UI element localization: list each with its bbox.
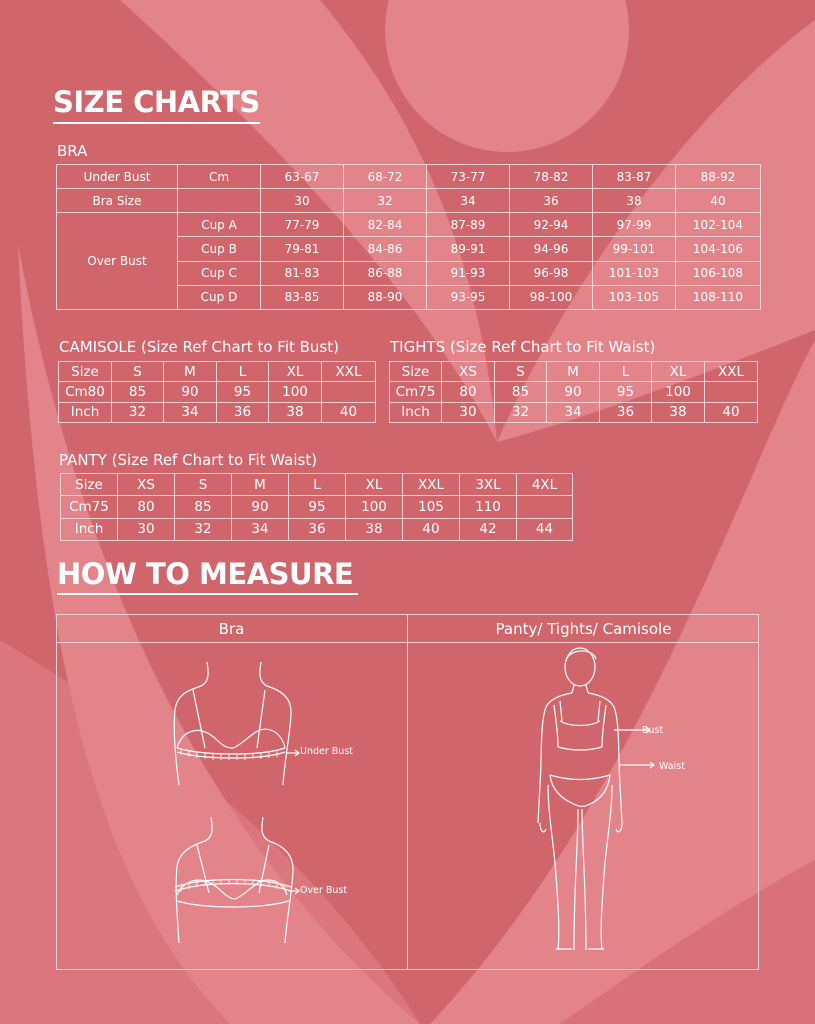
table-cell: Size bbox=[59, 362, 112, 382]
table-cell: 73-77 bbox=[427, 165, 510, 189]
table-row bbox=[61, 496, 573, 518]
table-cell: L bbox=[600, 362, 652, 382]
table-cell: XXL bbox=[322, 362, 376, 382]
table-cell: 36 bbox=[600, 402, 652, 422]
table-cell bbox=[705, 382, 758, 402]
size-charts-underline bbox=[53, 122, 260, 124]
table-cell: 34 bbox=[164, 402, 217, 422]
table-row bbox=[390, 362, 758, 382]
table-cell: 42 bbox=[460, 518, 517, 540]
table-cell: 90 bbox=[547, 382, 600, 402]
tights-size-table bbox=[389, 361, 758, 423]
table-cell: Bra Size bbox=[57, 189, 178, 213]
measure-col-other: Panty/ Tights/ Camisole bbox=[495, 620, 672, 638]
table-cell: 110 bbox=[460, 496, 517, 518]
table-cell: 36 bbox=[289, 518, 346, 540]
table-cell: 86-88 bbox=[344, 261, 427, 285]
table-cell: 79-81 bbox=[261, 237, 344, 261]
how-to-measure-underline bbox=[57, 593, 358, 595]
table-cell: 104-106 bbox=[676, 237, 761, 261]
camisole-size-table bbox=[58, 361, 376, 423]
tights-title: TIGHTS (Size Ref Chart to Fit Waist) bbox=[390, 338, 656, 356]
table-cell: XXL bbox=[705, 362, 758, 382]
measure-col-bra: Bra bbox=[218, 620, 245, 638]
table-cell: 40 bbox=[403, 518, 460, 540]
table-cell: 40 bbox=[322, 402, 376, 422]
table-cell: Cm80 bbox=[59, 382, 112, 402]
table-row bbox=[57, 189, 761, 213]
table-cell: 90 bbox=[164, 382, 217, 402]
table-cell: 40 bbox=[705, 402, 758, 422]
table-cell bbox=[517, 496, 573, 518]
measure-column-divider bbox=[407, 614, 408, 970]
table-cell: Under Bust bbox=[57, 165, 178, 189]
table-cell: 101-103 bbox=[593, 261, 676, 285]
table-row bbox=[390, 402, 758, 422]
camisole-title: CAMISOLE (Size Ref Chart to Fit Bust) bbox=[59, 338, 339, 356]
table-cell: 95 bbox=[600, 382, 652, 402]
table-cell: 78-82 bbox=[510, 165, 593, 189]
table-cell: 80 bbox=[442, 382, 495, 402]
table-cell: 36 bbox=[217, 402, 269, 422]
table-cell: 95 bbox=[289, 496, 346, 518]
size-charts-heading: SIZE CHARTS bbox=[53, 85, 260, 119]
table-cell: L bbox=[289, 474, 346, 496]
table-cell: 38 bbox=[346, 518, 403, 540]
table-cell: 44 bbox=[517, 518, 573, 540]
table-cell: 34 bbox=[232, 518, 289, 540]
table-row bbox=[57, 213, 761, 237]
table-cell: 93-95 bbox=[427, 285, 510, 309]
table-cell: 91-93 bbox=[427, 261, 510, 285]
table-cell: Size bbox=[61, 474, 118, 496]
table-cell: XL bbox=[652, 362, 705, 382]
label-under-bust: Under Bust bbox=[300, 746, 353, 757]
table-cell: Inch bbox=[61, 518, 118, 540]
table-cell: 90 bbox=[232, 496, 289, 518]
table-row bbox=[59, 402, 376, 422]
table-cell: 102-104 bbox=[676, 213, 761, 237]
table-cell: Cm75 bbox=[390, 382, 442, 402]
table-cell: 96-98 bbox=[510, 261, 593, 285]
table-cell: 82-84 bbox=[344, 213, 427, 237]
table-cell: 34 bbox=[547, 402, 600, 422]
body-figure-illustration bbox=[530, 645, 660, 955]
table-cell: Cup C bbox=[178, 261, 261, 285]
table-cell: M bbox=[232, 474, 289, 496]
panty-size-table bbox=[60, 473, 573, 541]
table-cell: 100 bbox=[652, 382, 705, 402]
table-cell: 106-108 bbox=[676, 261, 761, 285]
table-cell: Inch bbox=[390, 402, 442, 422]
label-waist: Waist bbox=[659, 761, 685, 772]
table-cell: XXL bbox=[403, 474, 460, 496]
table-cell: Inch bbox=[59, 402, 112, 422]
table-cell: XS bbox=[118, 474, 175, 496]
table-cell: XL bbox=[269, 362, 322, 382]
table-cell: 77-79 bbox=[261, 213, 344, 237]
table-cell: Cm75 bbox=[61, 496, 118, 518]
table-cell: Cup D bbox=[178, 285, 261, 309]
table-cell: 68-72 bbox=[344, 165, 427, 189]
table-cell: 83-85 bbox=[261, 285, 344, 309]
table-cell: 103-105 bbox=[593, 285, 676, 309]
table-cell bbox=[322, 382, 376, 402]
table-cell: 80 bbox=[118, 496, 175, 518]
table-cell: M bbox=[164, 362, 217, 382]
table-cell: 108-110 bbox=[676, 285, 761, 309]
table-cell: 98-100 bbox=[510, 285, 593, 309]
table-cell: 30 bbox=[261, 189, 344, 213]
table-cell: 97-99 bbox=[593, 213, 676, 237]
table-cell: Over Bust bbox=[57, 213, 178, 310]
bra-size-table bbox=[56, 164, 761, 310]
table-cell: 105 bbox=[403, 496, 460, 518]
table-cell: Size bbox=[390, 362, 442, 382]
table-cell: 36 bbox=[510, 189, 593, 213]
table-cell: M bbox=[547, 362, 600, 382]
table-cell: 32 bbox=[112, 402, 164, 422]
over-bust-illustration bbox=[165, 815, 305, 945]
table-cell: S bbox=[175, 474, 232, 496]
table-cell: 92-94 bbox=[510, 213, 593, 237]
table-cell: 85 bbox=[112, 382, 164, 402]
table-cell: 40 bbox=[676, 189, 761, 213]
table-cell: 32 bbox=[495, 402, 547, 422]
table-cell: 38 bbox=[593, 189, 676, 213]
table-cell: 81-83 bbox=[261, 261, 344, 285]
table-cell: 3XL bbox=[460, 474, 517, 496]
table-cell: 32 bbox=[175, 518, 232, 540]
table-cell: 95 bbox=[217, 382, 269, 402]
how-to-measure-heading: HOW TO MEASURE bbox=[57, 557, 354, 591]
table-row bbox=[61, 518, 573, 540]
table-cell: 38 bbox=[269, 402, 322, 422]
table-cell: Cup B bbox=[178, 237, 261, 261]
table-cell: 30 bbox=[118, 518, 175, 540]
table-cell: 34 bbox=[427, 189, 510, 213]
table-cell: 89-91 bbox=[427, 237, 510, 261]
table-row bbox=[57, 165, 761, 189]
table-cell: 83-87 bbox=[593, 165, 676, 189]
under-bust-illustration bbox=[165, 660, 305, 790]
table-cell: 30 bbox=[442, 402, 495, 422]
table-cell bbox=[178, 189, 261, 213]
table-row bbox=[61, 474, 573, 496]
table-cell: 88-90 bbox=[344, 285, 427, 309]
table-row bbox=[390, 382, 758, 402]
table-cell: 88-92 bbox=[676, 165, 761, 189]
table-cell: Cup A bbox=[178, 213, 261, 237]
table-cell: 94-96 bbox=[510, 237, 593, 261]
table-cell: 84-86 bbox=[344, 237, 427, 261]
table-cell: XS bbox=[442, 362, 495, 382]
table-cell: 63-67 bbox=[261, 165, 344, 189]
table-cell: 100 bbox=[269, 382, 322, 402]
table-cell: L bbox=[217, 362, 269, 382]
table-cell: XL bbox=[346, 474, 403, 496]
table-cell: 99-101 bbox=[593, 237, 676, 261]
panty-title: PANTY (Size Ref Chart to Fit Waist) bbox=[59, 451, 318, 469]
label-over-bust: Over Bust bbox=[300, 885, 348, 896]
table-cell: 85 bbox=[175, 496, 232, 518]
bra-title: BRA bbox=[57, 142, 88, 160]
table-cell: 38 bbox=[652, 402, 705, 422]
table-cell: 32 bbox=[344, 189, 427, 213]
table-cell: 85 bbox=[495, 382, 547, 402]
table-row bbox=[59, 382, 376, 402]
label-bust: Bust bbox=[642, 725, 664, 736]
table-cell: 4XL bbox=[517, 474, 573, 496]
table-row bbox=[59, 362, 376, 382]
table-cell: S bbox=[495, 362, 547, 382]
table-cell: S bbox=[112, 362, 164, 382]
table-cell: 87-89 bbox=[427, 213, 510, 237]
table-cell: 100 bbox=[346, 496, 403, 518]
table-cell: Cm bbox=[178, 165, 261, 189]
